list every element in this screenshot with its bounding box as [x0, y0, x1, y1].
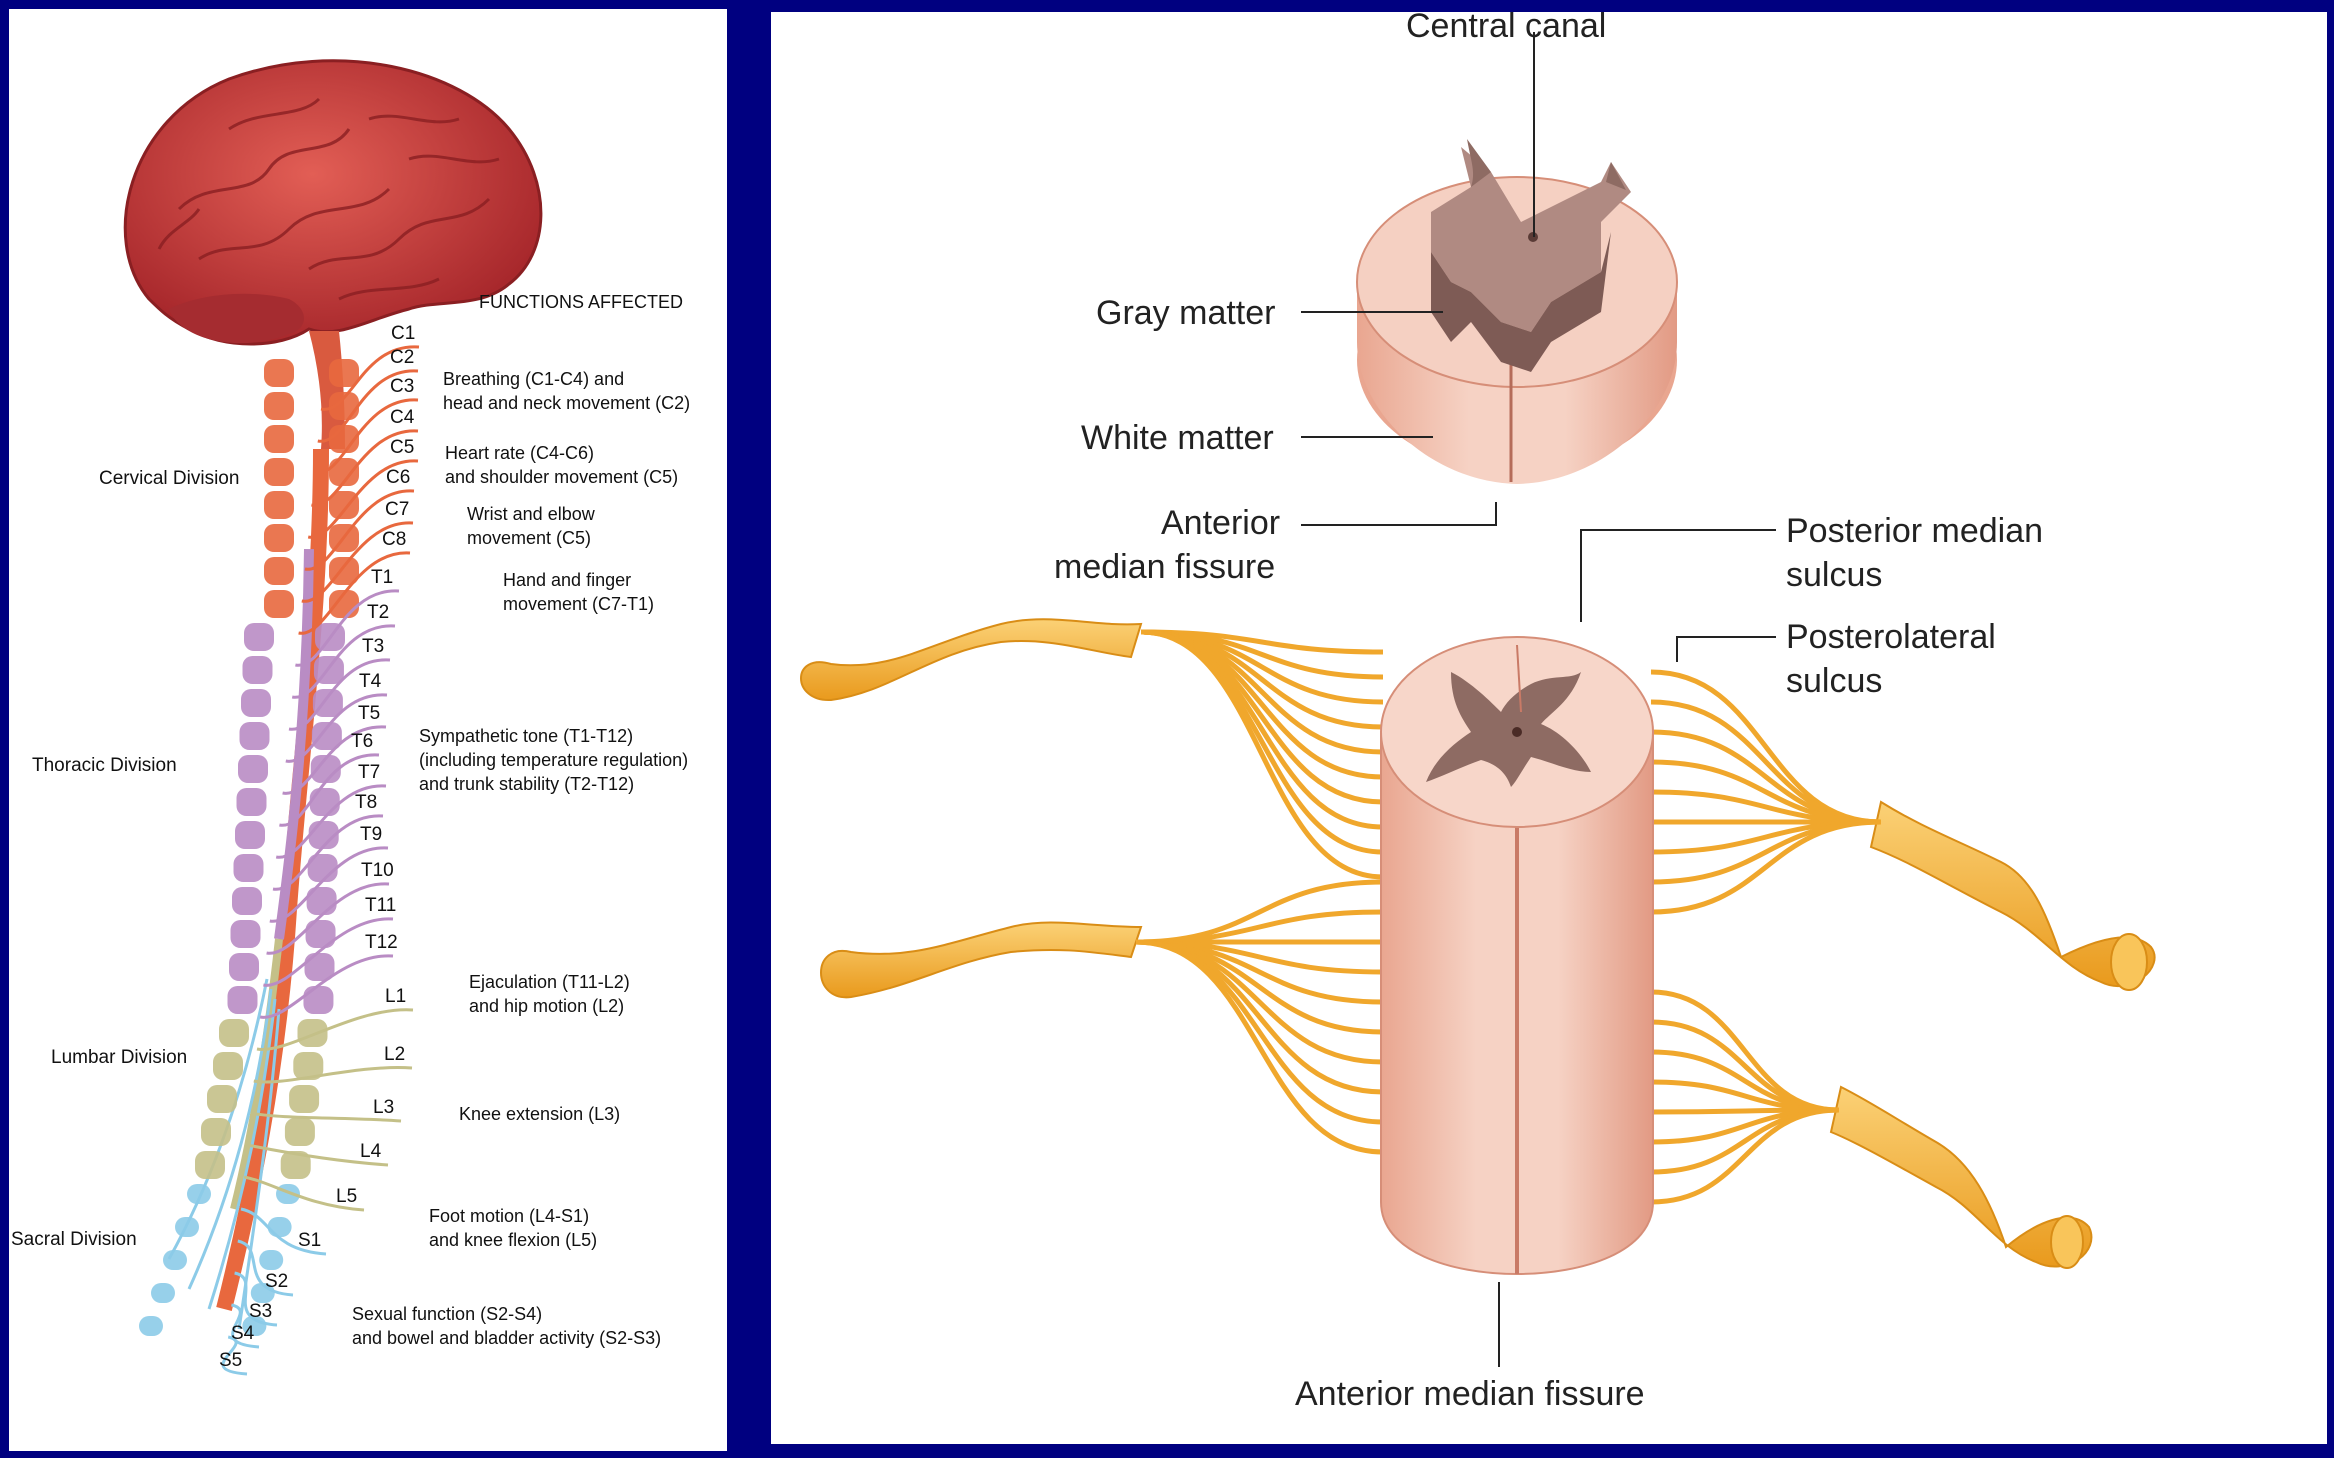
vertebra-t9-l	[232, 887, 262, 915]
spinal-nerve-left-upper	[801, 619, 1141, 700]
segment-label-s3: S3	[249, 1301, 273, 1322]
function-hand-line2: movement (C7-T1)	[503, 594, 655, 614]
vertebra-c8-l	[264, 590, 294, 618]
label-anterior-median-fissure-top-line1: Anterior	[1161, 504, 1281, 542]
function-hand-line1: Hand and finger	[503, 570, 632, 590]
division-thoracic: Thoracic Division	[32, 755, 177, 776]
vertebra-s5-l	[139, 1316, 163, 1336]
vertebra-c1-l	[264, 359, 294, 387]
segment-label-c6: C6	[386, 467, 411, 488]
vertebra-t6-l	[237, 788, 267, 816]
vertebra-c5-l	[264, 491, 294, 519]
vertebra-l2-l	[213, 1052, 243, 1080]
spinal-nerve-right-upper	[1871, 802, 2155, 990]
function-sympathetic-line2: (including temperature regulation)	[419, 750, 689, 770]
function-sympathetic-line1: Sympathetic tone (T1-T12)	[419, 726, 634, 746]
segment-label-s2: S2	[265, 1271, 289, 1292]
segment-label-l1: L1	[385, 986, 407, 1007]
rootlet-right-lower-0	[1651, 992, 1839, 1110]
vertebra-c3-l	[264, 425, 294, 453]
vertebra-l5-l	[195, 1151, 225, 1179]
function-wrist-line2: movement (C5)	[467, 528, 592, 548]
label-posterior-median-sulcus-line1: Posterior median	[1786, 512, 2044, 550]
spinal-levels-diagram	[9, 9, 727, 1451]
label-posterior-median-sulcus-line2: sulcus	[1786, 556, 1883, 594]
function-knee-extension: Knee extension (L3)	[459, 1104, 621, 1124]
vertebra-c2-l	[264, 392, 294, 420]
vertebra-l3-l	[207, 1085, 237, 1113]
function-ejaculation-line1: Ejaculation (T11-L2)	[469, 972, 630, 992]
segment-label-t6: T6	[351, 731, 374, 752]
vertebra-l3-r	[289, 1085, 319, 1113]
function-foot-motion-line1: Foot motion (L4-S1)	[429, 1206, 590, 1226]
rootlet-left-upper-6	[1141, 632, 1383, 802]
segment-label-t3: T3	[362, 636, 385, 657]
label-posterolateral-sulcus-line2: sulcus	[1786, 662, 1883, 700]
segment-label-t4: T4	[359, 671, 382, 692]
vertebra-l4-l	[201, 1118, 231, 1146]
vertebra-l1-r	[298, 1019, 328, 1047]
vertebra-s1-l	[187, 1184, 211, 1204]
label-anterior-median-fissure-bottom: Anterior median fissure	[1295, 1375, 1645, 1413]
function-heart-rate-line1: Heart rate (C4-C6)	[445, 443, 595, 463]
segment-label-t7: T7	[358, 762, 381, 783]
vertebra-t7-l	[235, 821, 265, 849]
vertebra-l1-l	[219, 1019, 249, 1047]
vertebra-t1-l	[244, 623, 274, 651]
vertebra-t5-l	[238, 755, 268, 783]
segment-label-c4: C4	[390, 407, 415, 428]
segment-label-t12: T12	[365, 932, 398, 953]
rootlet-left-lower-7	[1136, 942, 1383, 1092]
vertebra-t10-l	[231, 920, 261, 948]
division-lumbar: Lumbar Division	[51, 1047, 188, 1068]
function-breathing-line2: head and neck movement (C2)	[443, 393, 691, 413]
segment-label-l3: L3	[373, 1097, 395, 1118]
division-cervical: Cervical Division	[99, 468, 240, 489]
segment-label-c3: C3	[390, 376, 415, 397]
vertebra-s2-l	[175, 1217, 199, 1237]
vertebra-c6-l	[264, 524, 294, 552]
segment-label-s1: S1	[298, 1230, 322, 1251]
label-posterolateral-sulcus-line1: Posterolateral	[1786, 618, 1996, 656]
vertebra-s2-r	[268, 1217, 292, 1237]
vertebra-t6-r	[310, 788, 340, 816]
segment-label-t8: T8	[355, 792, 378, 813]
function-breathing-line1: Breathing (C1-C4) and	[443, 369, 625, 389]
vertebra-t2-l	[243, 656, 273, 684]
cord-longitudinal-section	[801, 619, 2155, 1274]
segment-label-c5: C5	[390, 437, 415, 458]
vertebra-s4-l	[151, 1283, 175, 1303]
vertebra-t8-l	[234, 854, 264, 882]
segment-label-s4: S4	[231, 1323, 255, 1344]
label-anterior-median-fissure-top-line2: median fissure	[1054, 548, 1276, 586]
spinal-levels-panel	[9, 9, 727, 1451]
vertebra-s3-r	[259, 1250, 283, 1270]
segment-label-c2: C2	[390, 347, 415, 368]
vertebra-t12-l	[228, 986, 258, 1014]
function-foot-motion-line2: and knee flexion (L5)	[429, 1230, 598, 1250]
function-sympathetic-line3: and trunk stability (T2-T12)	[419, 774, 635, 794]
label-white-matter: White matter	[1081, 419, 1274, 457]
segment-label-c7: C7	[385, 499, 410, 520]
vertebra-t12-r	[303, 986, 333, 1014]
label-gray-matter: Gray matter	[1096, 294, 1276, 332]
label-central-canal: Central canal	[1406, 12, 1607, 45]
segment-label-t2: T2	[367, 602, 390, 623]
function-ejaculation-line2: and hip motion (L2)	[469, 996, 625, 1016]
segment-label-l2: L2	[384, 1044, 406, 1065]
vertebra-t3-l	[241, 689, 271, 717]
segment-label-t1: T1	[371, 567, 394, 588]
spinal-cord-cross-section-panel	[771, 12, 2327, 1444]
segment-label-l5: L5	[336, 1186, 358, 1207]
vertebra-t4-l	[240, 722, 270, 750]
division-sacral: Sacral Division	[11, 1229, 137, 1250]
segment-label-t9: T9	[360, 824, 383, 845]
segment-label-t11: T11	[365, 895, 397, 916]
vertebra-t11-l	[229, 953, 259, 981]
vertebra-c4-l	[264, 458, 294, 486]
segment-label-l4: L4	[360, 1141, 382, 1162]
vertebra-l4-r	[285, 1118, 315, 1146]
vertebra-s3-l	[163, 1250, 187, 1270]
segment-label-t10: T10	[361, 860, 394, 881]
segment-label-t5: T5	[358, 703, 381, 724]
segment-label-c8: C8	[382, 529, 407, 550]
function-wrist-line1: Wrist and elbow	[467, 504, 595, 524]
vertebra-c7-l	[264, 557, 294, 585]
spinal-nerve-left-lower	[821, 923, 1141, 998]
spinal-nerve-right-lower	[1831, 1087, 2091, 1268]
segment-label-c1: C1	[391, 323, 416, 344]
function-heart-rate-line2: and shoulder movement (C5)	[445, 467, 679, 487]
spinal-cord-anatomy-diagram	[771, 12, 2327, 1444]
function-sexual-line1: Sexual function (S2-S4)	[352, 1304, 543, 1324]
functions-affected-header: FUNCTIONS AFFECTED	[479, 292, 684, 312]
segment-label-s5: S5	[219, 1350, 243, 1371]
brain-illustration	[125, 61, 541, 449]
function-sexual-line2: and bowel and bladder activity (S2-S3)	[352, 1328, 662, 1348]
